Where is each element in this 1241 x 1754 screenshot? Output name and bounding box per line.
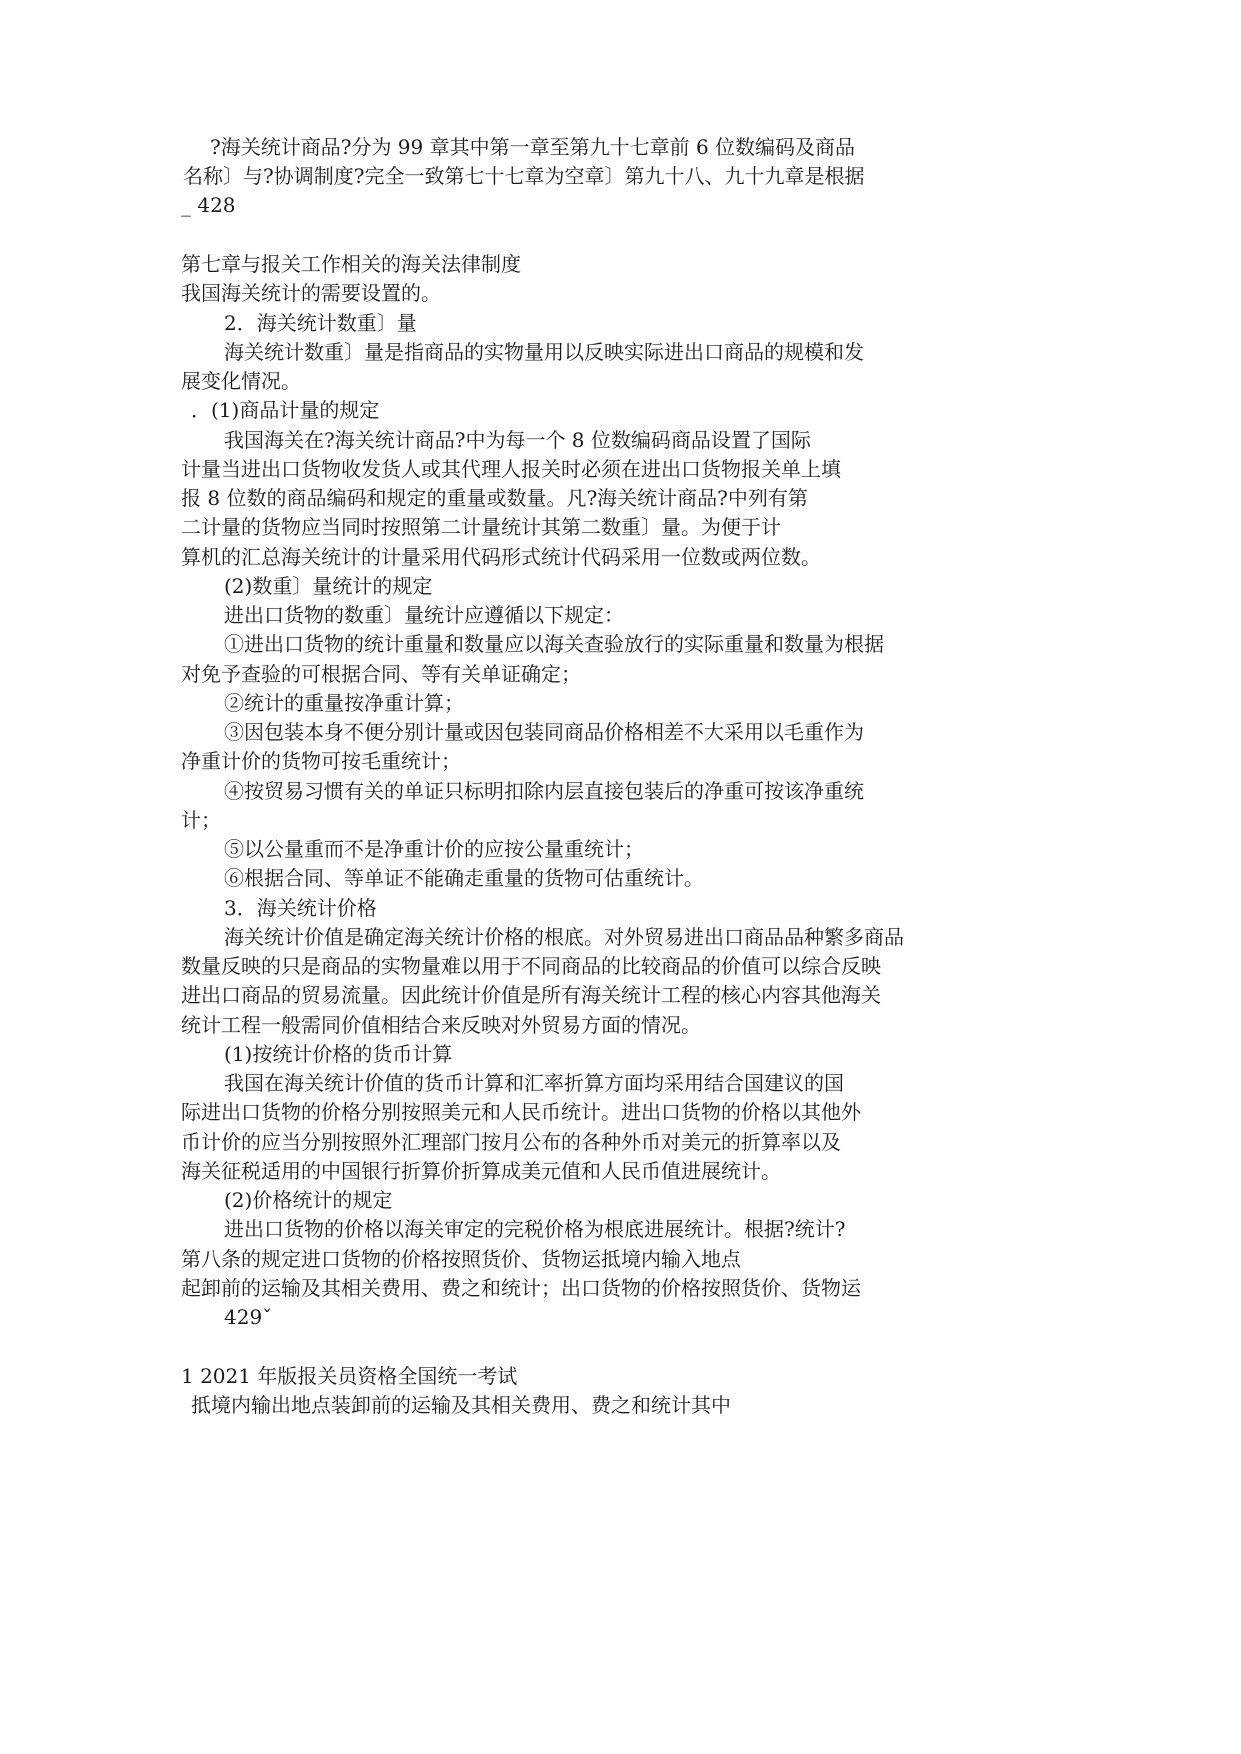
text-line: 统计工程一般需同价值相结合来反映对外贸易方面的情况。 — [181, 1013, 701, 1037]
text-line: 起卸前的运输及其相关费用、费之和统计；出口货物的价格按照货价、货物运 — [181, 1276, 861, 1300]
text-line: 我国在海关统计价值的货币计算和汇率折算方面均采用结合国建议的国 — [224, 1071, 844, 1095]
text-line: 对免予查验的可根据合同、等有关单证确定； — [181, 662, 581, 686]
text-line: 第八条的规定进口货物的价格按照货价、货物运抵境内输入地点 — [181, 1247, 741, 1271]
list-item: ①进出口货物的统计重量和数量应以海关查验放行的实际重量和数量为根据 — [224, 632, 884, 656]
subsection-heading: (2)数重〕量统计的规定 — [224, 574, 433, 598]
text-line: 报 8 位数的商品编码和规定的重量或数量。凡?海关统计商品?中列有第 — [181, 486, 808, 510]
running-header: 第七章与报关工作相关的海关法律制度 — [181, 252, 521, 276]
text-line: 名称〕与?协调制度?完全一致第七十七章为空章〕第九十八、九十九章是根据 — [183, 164, 865, 188]
text-line: 净重计价的货物可按毛重统计； — [181, 749, 461, 773]
text-line: 抵境内输出地点装卸前的运输及其相关费用、费之和统计其中 — [191, 1393, 731, 1417]
list-item: ⑤以公量重而不是净重计价的应按公量重统计； — [224, 837, 644, 861]
text-line: 进出口货物的数重〕量统计应遵循以下规定： — [224, 603, 624, 627]
subsection-heading: ．(1)商品计量的规定 — [191, 398, 380, 422]
text-line: 进出口商品的贸易流量。因此统计价值是所有海关统计工程的核心内容其他海关 — [181, 983, 881, 1007]
list-item: ③因包装本身不便分别计量或因包装同商品价格相差不大采用以毛重作为 — [224, 720, 864, 744]
text-line: 际进出口货物的价格分别按照美元和人民币统计。进出口货物的价格以其他外 — [181, 1100, 861, 1124]
page-number: 429ˇ — [224, 1305, 273, 1329]
list-item: ⑥根据合同、等单证不能确走重量的货物可估重统计。 — [224, 866, 704, 890]
text-line: 计； — [181, 808, 221, 832]
text-line: 海关统计数重〕量是指商品的实物量用以反映实际进出口商品的规模和发 — [224, 340, 864, 364]
text-line: 算机的汇总海关统计的计量采用代码形式统计代码采用一位数或两位数。 — [181, 545, 821, 569]
page-number: _ 428 — [181, 193, 236, 217]
section-heading: 2．海关统计数重〕量 — [224, 311, 417, 335]
subsection-heading: (1)按统计价格的货币计算 — [224, 1042, 453, 1066]
text-line: ?海关统计商品?分为 99 章其中第一章至第九十七章前 6 位数编码及商品 — [210, 135, 856, 159]
text-line: 海关征税适用的中国银行折算价折算成美元值和人民币值进展统计。 — [181, 1159, 781, 1183]
text-line: 我国海关在?海关统计商品?中为每一个 8 位数编码商品设置了国际 — [224, 428, 811, 452]
text-line: 展变化情况。 — [181, 369, 301, 393]
section-heading: 3．海关统计价格 — [224, 896, 377, 920]
text-line: 数量反映的只是商品的实物量难以用于不同商品的比较商品的价值可以综合反映 — [181, 954, 881, 978]
running-header: 1 2021 年版报关员资格全国统一考试 — [181, 1364, 518, 1388]
list-item: ②统计的重量按净重计算； — [224, 691, 464, 715]
text-line: 海关统计价值是确定海关统计价格的根底。对外贸易进出口商品品种繁多商品 — [224, 925, 904, 949]
text-line: 计量当进出口货物收发货人或其代理人报关时必须在进出口货物报关单上填 — [181, 457, 841, 481]
list-item: ④按贸易习惯有关的单证只标明扣除内层直接包装后的净重可按该净重统 — [224, 779, 864, 803]
text-line: 进出口货物的价格以海关审定的完税价格为根底进展统计。根据?统计? — [224, 1217, 846, 1241]
subsection-heading: (2)价格统计的规定 — [224, 1188, 393, 1212]
text-line: 币计价的应当分别按照外汇理部门按月公布的各种外币对美元的折算率以及 — [181, 1130, 841, 1154]
text-line: 二计量的货物应当同时按照第二计量统计其第二数重〕量。为便于计 — [181, 515, 781, 539]
text-line: 我国海关统计的需要设置的。 — [181, 281, 441, 305]
